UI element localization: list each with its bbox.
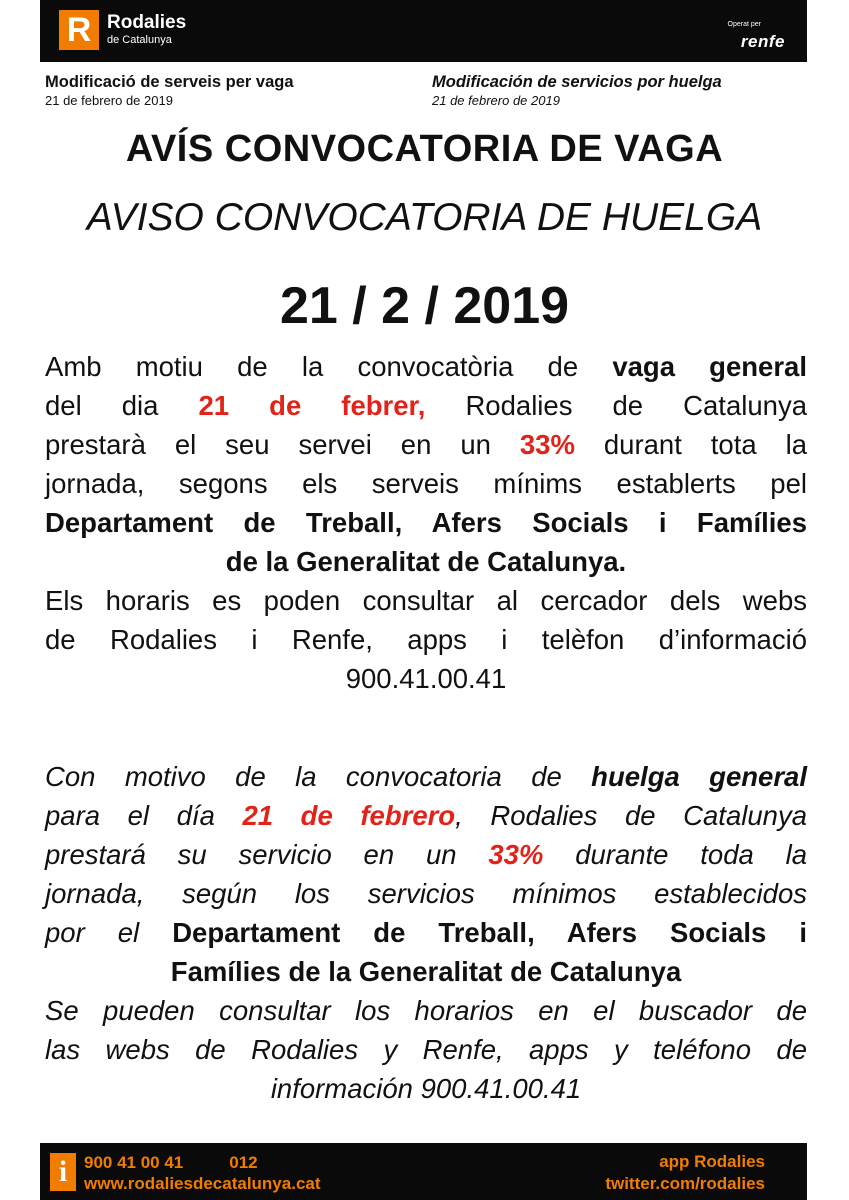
subheader-es-title: Modificación de servicios por huelga xyxy=(432,73,722,91)
es-line-6: Famílies de la Generalitat de Catalunya xyxy=(170,956,682,987)
brand-name: Rodalies xyxy=(107,12,187,33)
rodalies-logo-icon: R xyxy=(59,10,99,50)
es-line-5: por el Departament de Treball, Afers Socials i xyxy=(45,917,807,948)
ca-line-3: prestarà el seu servei en un 33% durant tota la xyxy=(45,429,808,460)
ca-line-5: Departament de Treball, Afers Socials i Famílies xyxy=(45,507,807,538)
ca-line-8: de Rodalies i Renfe, apps i telèfon d’informació xyxy=(45,624,807,655)
subheader-ca-title: Modificació de serveis per vaga xyxy=(45,73,294,91)
info-icon: i xyxy=(50,1153,76,1191)
phone-number: 900 41 00 41 xyxy=(84,1153,184,1172)
strike-date: 21 / 2 / 2019 xyxy=(279,277,570,335)
ca-line-6: de la Generalitat de Catalunya. xyxy=(225,546,627,577)
notice-spanish xyxy=(45,757,807,1108)
ca-line-4: jornada, segons els serveis mínims establerts pel xyxy=(45,468,807,499)
es-line-9: información 900.41.00.41 xyxy=(270,1073,582,1104)
es-line-8: las webs de Rodalies y Renfe, apps y teléfono de xyxy=(45,1034,807,1065)
notice-catalan xyxy=(45,347,807,698)
subheader-catalan xyxy=(45,73,294,108)
ca-line-7: Els horaris es poden consultar al cercador dels webs xyxy=(45,585,807,616)
es-percent-highlight: 33% xyxy=(488,839,544,870)
ca-line-1: Amb motiu de la convocatòria de vaga general xyxy=(45,351,807,382)
subheader-spanish xyxy=(432,73,722,108)
operated-by-label: Operat per xyxy=(727,21,761,28)
short-phone-number: 012 xyxy=(229,1153,258,1172)
subheader-es-date: 21 de febrero de 2019 xyxy=(432,93,560,108)
ca-percent-highlight: 33% xyxy=(519,429,575,460)
renfe-logo: renfe xyxy=(740,32,785,51)
ca-date-highlight: 21 de febrer, xyxy=(198,390,426,421)
header-bar xyxy=(40,0,807,62)
footer-bar xyxy=(40,1143,807,1200)
es-line-2: para el día 21 de febrero, Rodalies de Catalunya xyxy=(45,800,807,831)
es-date-highlight: 21 de febrero xyxy=(242,800,456,831)
ca-line-2: del dia 21 de febrer, Rodalies de Catalunya xyxy=(45,390,807,421)
title-catalan: AVÍS CONVOCATORIA DE VAGA xyxy=(125,128,724,170)
es-line-3: prestará su servicio en un 33% durante toda la xyxy=(45,839,807,870)
website-link[interactable]: www.rodaliesdecatalunya.cat xyxy=(84,1174,321,1193)
ca-line-9: 900.41.00.41 xyxy=(345,663,507,694)
app-label: app Rodalies xyxy=(659,1152,765,1171)
brand-subtitle: de Catalunya xyxy=(107,34,172,46)
es-line-4: jornada, según los servicios mínimos establecidos xyxy=(45,878,807,909)
subheader-ca-date: 21 de febrero de 2019 xyxy=(45,93,173,108)
es-line-1: Con motivo de la convocatoria de huelga general xyxy=(45,761,807,792)
footer-phones xyxy=(84,1153,304,1173)
es-line-7: Se pueden consultar los horarios en el buscador de xyxy=(45,995,807,1026)
title-spanish: AVISO CONVOCATORIA DE HUELGA xyxy=(86,196,763,239)
twitter-link[interactable]: twitter.com/rodalies xyxy=(605,1174,765,1193)
